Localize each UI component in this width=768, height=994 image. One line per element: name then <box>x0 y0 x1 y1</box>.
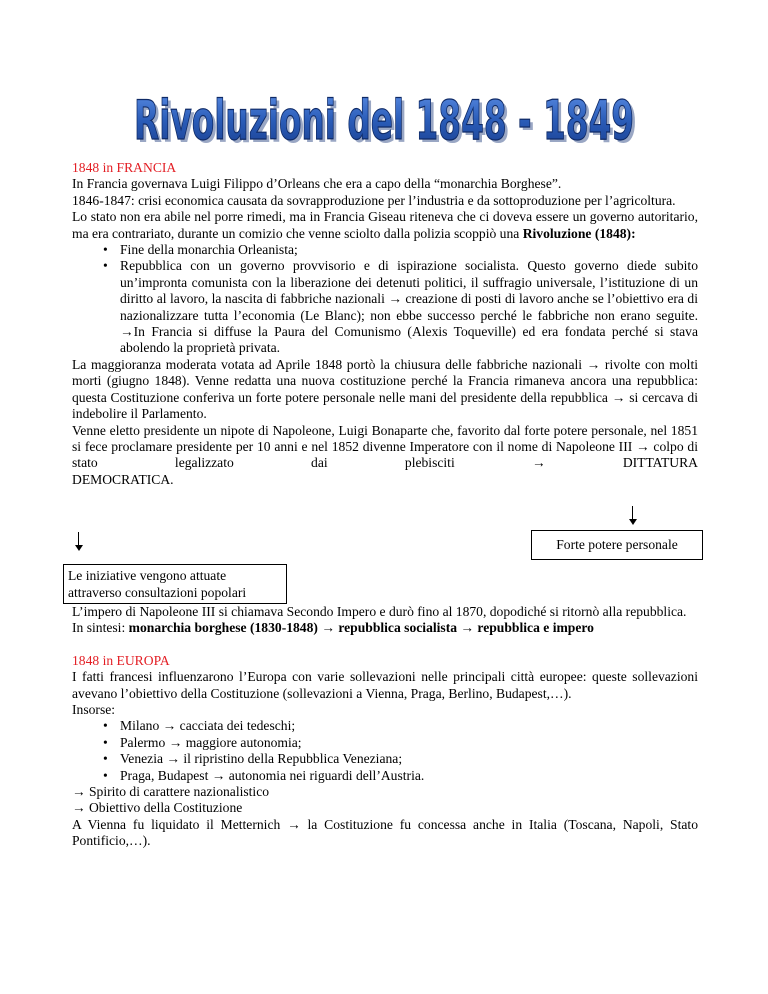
body-text <box>72 160 698 488</box>
paragraph: Venne eletto presidente un nipote di Napoleone, Luigi Bonaparte che, favorito dal forte potere personale, nel 1851 si fece proclamare presidente per 10 anni e nel 1852 divenne Imperatore con il nome di Napoleone III → colpo di stato legalizzato dai plebisciti → DITTATURA <box>72 422 698 471</box>
list-item: • Fine della monarchia Orleanista; <box>103 242 298 258</box>
arrow-right-line <box>632 506 633 520</box>
list-item: • Repubblica con un governo provvisorio e di ispirazione socialista. Questo governo diede subito un’impronta comunista con la liberazione dei detenuti politici, il suffragio universale, l’istituzione di un diritto al lavoro, la nascita di fabbriche nazionali → creazione di posti di lavoro anche se l’obiettivo era di nazionalizzare tutta l’economia (Le Blanc); non ebbe successo perché le fabbriche non erano seguite. →In Francia si diffuse la Paura del Comunismo (Alexis Toqueville) ed era fondata perché si stava abolendo la proprietà privata. <box>103 258 698 356</box>
box-consultazioni: Le iniziative vengono attuate attraverso consultazioni popolari <box>63 564 287 604</box>
bullet-icon: • <box>103 718 108 734</box>
bold-phrase: monarchia borghese (1830-1848) → repubblica socialista → repubblica e impero <box>128 620 594 636</box>
bullet-icon: • <box>103 258 108 274</box>
arrow-down-icon <box>629 519 637 525</box>
list-item: • Praga, Budapest → autonomia nei riguardi dell’Austria. <box>103 767 425 783</box>
paragraph: I fatti francesi influenzarono l’Europa con varie sollevazioni nelle principali città europee: queste sollevazioni avevano l’obiettivo della Costituzione (sollevazioni a Vienna, Praga, Berlino, Budapest,…). <box>72 669 698 701</box>
paragraph: → Spirito di carattere nazionalistico <box>72 784 270 800</box>
paragraph: In Francia governava Luigi Filippo d’Orleans che era a capo della “monarchia Borghese”. <box>72 176 562 192</box>
bold-phrase: Rivoluzione (1848): <box>522 225 636 241</box>
arrow-left-line <box>78 532 79 546</box>
paragraph: Insorse: <box>72 702 116 718</box>
paragraph: DEMOCRATICA. <box>72 471 174 487</box>
bullet-list-europa <box>72 718 698 784</box>
arrow-down-icon <box>75 545 83 551</box>
paragraph: A Vienna fu liquidato il Metternich → la Costituzione fu concessa anche in Italia (Toscana, Napoli, Stato Pontificio,…). <box>72 816 698 849</box>
paragraph: La maggioranza moderata votata ad Aprile 1848 portò la chiusura delle fabbriche nazionali → rivolte con molti morti (giugno 1848). Venne redatta una nuova costituzione perché la Francia rimaneva ancora una repubblica: questa Costituzione conferiva un forte potere personale nelle mani del presidente della repubblica → si cercava di indebolire il Parlamento. <box>72 356 698 422</box>
bullet-icon: • <box>103 767 108 783</box>
box-potere-personale: Forte potere personale <box>531 530 703 560</box>
title-shadow: Rivoluzioni del 1848 - 1849 <box>137 92 637 150</box>
list-item: • Venezia → il ripristino della Repubblica Veneziana; <box>103 751 403 767</box>
paragraph: → Obiettivo della Costituzione <box>72 800 243 816</box>
list-item: • Palermo → maggiore autonomia; <box>103 734 302 750</box>
list-item: • Milano → cacciata dei tedeschi; <box>103 718 296 734</box>
section-heading-francia: 1848 in FRANCIA <box>72 160 177 175</box>
body-text-2 <box>72 604 698 850</box>
section-heading-europa: 1848 in EUROPA <box>72 652 170 668</box>
paragraph: L’impero di Napoleone III si chiamava Secondo Impero e durò fino al 1870, dopodiché si ritornò alla repubblica. <box>72 604 687 619</box>
title-wordart <box>0 80 768 150</box>
bullet-icon: • <box>103 242 108 258</box>
title-text: Rivoluzioni del 1848 - 1849 <box>134 89 634 150</box>
paragraph: Lo stato non era abile nel porre rimedi, ma in Francia Giseau riteneva che ci doveva essere un governo autoritario, ma era contrariato, durante un comizio che venne sciolto dalla polizia scoppiò una Rivoluzione (1848): <box>72 209 698 241</box>
bullet-icon: • <box>103 734 108 750</box>
paragraph: In sintesi: monarchia borghese (1830-1848) → repubblica socialista → repubblica e impero <box>72 620 594 636</box>
bullet-icon: • <box>103 751 108 767</box>
title-svg <box>104 80 664 150</box>
bullet-list-francia <box>72 242 698 357</box>
paragraph: 1846-1847: crisi economica causata da sovrapproduzione per l’industria e da sottoproduzione per l’agricoltura. <box>72 192 676 208</box>
